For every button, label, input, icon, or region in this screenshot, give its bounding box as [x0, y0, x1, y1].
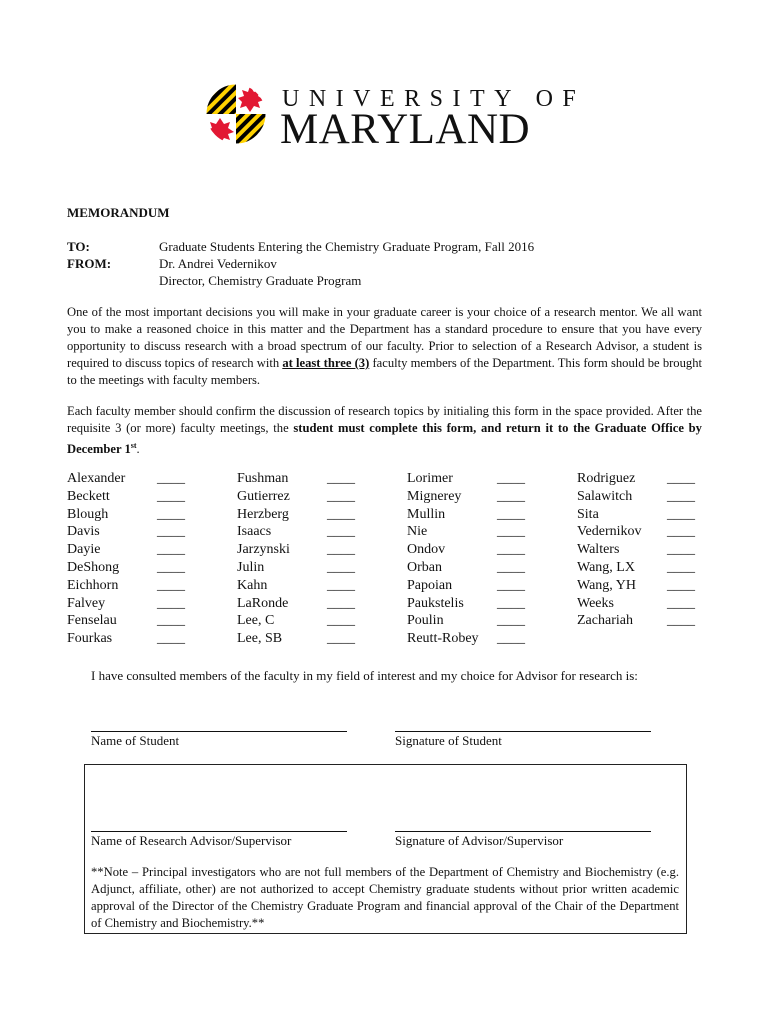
from-name: Dr. Andrei Vedernikov	[159, 256, 277, 271]
intro-emphasis: at least three (3)	[282, 356, 370, 370]
initial-blank[interactable]: ____	[327, 542, 355, 558]
faculty-row	[407, 470, 525, 488]
logo-text-maryland: MARYLAND	[280, 106, 531, 153]
faculty-name: Salawitch	[577, 488, 633, 504]
faculty-name: Isaacs	[237, 524, 272, 540]
initial-blank[interactable]: ____	[497, 524, 525, 540]
faculty-name: Fenselau	[67, 613, 117, 629]
faculty-name: Lee, C	[237, 613, 275, 629]
initial-blank[interactable]: ____	[157, 542, 185, 558]
faculty-name: Fushman	[237, 471, 289, 486]
faculty-name: Alexander	[67, 471, 126, 486]
faculty-row	[407, 595, 525, 613]
faculty-name: Vedernikov	[577, 524, 642, 540]
faculty-name: Fourkas	[67, 631, 113, 647]
faculty-row	[237, 577, 355, 595]
faculty-name: Lorimer	[407, 471, 453, 486]
initial-blank[interactable]: ____	[497, 542, 525, 558]
faculty-row	[407, 559, 525, 577]
student-signature-label: Signature of Student	[395, 733, 502, 748]
initial-blank[interactable]: ____	[497, 631, 525, 647]
faculty-row	[67, 595, 185, 613]
initial-blank[interactable]: ____	[667, 506, 695, 522]
to-label: TO:	[67, 239, 90, 254]
initial-blank[interactable]: ____	[497, 577, 525, 593]
instructions-text-start: Each faculty member should confirm the discussion of research topics by initialing this form in the space provided. After the requisite 3 (or more) faculty meetings, the	[67, 404, 702, 435]
faculty-row	[237, 630, 355, 648]
faculty-name: Mullin	[407, 506, 446, 522]
maryland-globe-logo-icon	[204, 82, 268, 146]
faculty-row	[67, 523, 185, 541]
initial-blank[interactable]: ____	[157, 471, 185, 486]
faculty-name: Blough	[67, 506, 109, 522]
faculty-column	[577, 470, 695, 630]
advisor-signature-label: Signature of Advisor/Supervisor	[395, 833, 564, 848]
initial-blank[interactable]: ____	[667, 542, 695, 558]
faculty-row	[577, 523, 695, 541]
faculty-row	[577, 506, 695, 524]
initial-blank[interactable]: ____	[327, 488, 355, 504]
advisor-name-label: Name of Research Advisor/Supervisor	[91, 833, 292, 848]
faculty-row	[67, 488, 185, 506]
initial-blank[interactable]: ____	[327, 631, 355, 647]
faculty-name: Nie	[407, 524, 428, 540]
faculty-row	[577, 577, 695, 595]
faculty-name: Jarzynski	[237, 542, 290, 558]
initial-blank[interactable]: ____	[667, 524, 695, 540]
faculty-name: Falvey	[67, 595, 106, 611]
instructions-paragraph	[67, 403, 702, 458]
faculty-name: Orban	[407, 559, 442, 575]
initial-blank[interactable]: ____	[497, 488, 525, 504]
initial-blank[interactable]: ____	[327, 471, 355, 486]
faculty-name: Davis	[67, 524, 100, 540]
initial-blank[interactable]: ____	[497, 613, 525, 629]
faculty-row	[407, 541, 525, 559]
initial-blank[interactable]: ____	[667, 559, 695, 575]
university-logo	[204, 82, 586, 153]
faculty-row	[237, 559, 355, 577]
initial-blank[interactable]: ____	[327, 559, 355, 575]
initial-blank[interactable]: ____	[497, 506, 525, 522]
student-name-label: Name of Student	[91, 733, 180, 748]
initial-blank[interactable]: ____	[497, 471, 525, 486]
faculty-row	[67, 577, 185, 595]
faculty-row	[67, 470, 185, 488]
faculty-row	[67, 559, 185, 577]
faculty-row	[577, 470, 695, 488]
instructions-bold: student must complete this form, and return it to the Graduate Office by December 1	[67, 421, 702, 457]
faculty-row	[407, 523, 525, 541]
faculty-name: Poulin	[407, 613, 444, 629]
student-signature-line[interactable]	[395, 731, 651, 732]
advisor-signature-line[interactable]	[395, 831, 651, 832]
initial-blank[interactable]: ____	[327, 506, 355, 522]
faculty-row	[237, 506, 355, 524]
instructions-superscript: st	[130, 441, 137, 450]
faculty-name: Paukstelis	[407, 595, 464, 611]
faculty-name: Dayie	[67, 542, 101, 558]
faculty-row	[407, 488, 525, 506]
faculty-row	[407, 506, 525, 524]
faculty-row	[237, 612, 355, 630]
initial-blank[interactable]: ____	[157, 595, 185, 611]
initial-blank[interactable]: ____	[667, 613, 695, 629]
faculty-row	[237, 470, 355, 488]
initial-blank[interactable]: ____	[157, 577, 185, 593]
faculty-name: DeShong	[67, 559, 120, 575]
faculty-name: Mignerey	[407, 488, 462, 504]
initial-blank[interactable]: ____	[667, 595, 695, 611]
initial-blank[interactable]: ____	[667, 471, 695, 486]
faculty-row	[577, 541, 695, 559]
memo-heading: MEMORANDUM	[67, 205, 170, 220]
faculty-column	[237, 470, 355, 648]
initial-blank[interactable]: ____	[497, 595, 525, 611]
faculty-column	[67, 470, 185, 648]
faculty-name: Ondov	[407, 542, 446, 558]
faculty-row	[67, 541, 185, 559]
initial-blank[interactable]: ____	[497, 559, 525, 575]
faculty-name: Beckett	[67, 488, 110, 504]
faculty-row	[407, 612, 525, 630]
student-name-line[interactable]	[91, 731, 347, 732]
from-title: Director, Chemistry Graduate Program	[159, 273, 362, 288]
faculty-name: Gutierrez	[237, 488, 290, 504]
faculty-row	[577, 559, 695, 577]
faculty-row	[577, 488, 695, 506]
initial-blank[interactable]: ____	[157, 631, 185, 647]
faculty-row	[237, 541, 355, 559]
instructions-text-end: .	[136, 442, 140, 457]
initial-blank[interactable]: ____	[327, 595, 355, 611]
faculty-row	[237, 523, 355, 541]
faculty-name: Lee, SB	[237, 631, 283, 647]
initial-blank[interactable]: ____	[667, 577, 695, 593]
faculty-name: Rodriguez	[577, 471, 636, 486]
consult-statement: I have consulted members of the faculty in my field of interest and my choice for Advisor for research is:	[91, 668, 638, 683]
faculty-name: Wang, LX	[577, 559, 635, 575]
advisor-name-line[interactable]	[91, 831, 347, 832]
faculty-column	[407, 470, 525, 648]
faculty-name: Eichhorn	[67, 577, 119, 593]
faculty-row	[67, 612, 185, 630]
faculty-row	[237, 595, 355, 613]
intro-paragraph	[67, 304, 702, 389]
initial-blank[interactable]: ____	[667, 488, 695, 504]
from-label: FROM:	[67, 256, 112, 271]
note-text: **Note – Principal investigators who are not full members of the Department of Chemistry and Biochemistry (e.g. Adjunct, affiliate, other) are not authorized to accept Chemistry graduate students without prior written academic approval of the Director of the Chemistry Graduate Program and financial approval of the Chair of the Department of Chemistry and Biochemistry.**	[91, 865, 679, 930]
faculty-name: Reutt-Robey	[407, 631, 479, 647]
faculty-row	[577, 612, 695, 630]
initial-blank[interactable]: ____	[327, 577, 355, 593]
logo-text-university-of: UNIVERSITY OF	[282, 86, 586, 112]
initial-blank[interactable]: ____	[327, 613, 355, 629]
faculty-name: Zachariah	[577, 613, 633, 629]
faculty-row	[407, 630, 525, 648]
faculty-name: Papoian	[407, 577, 453, 593]
faculty-row	[577, 595, 695, 613]
faculty-name: Herzberg	[237, 506, 289, 522]
initial-blank[interactable]: ____	[157, 524, 185, 540]
faculty-name: Sita	[577, 506, 599, 522]
intro-text-end: faculty members of the Department. This form should be brought to the meetings with faculty members.	[67, 356, 702, 387]
faculty-row	[67, 630, 185, 648]
initial-blank[interactable]: ____	[157, 488, 185, 504]
faculty-row	[407, 577, 525, 595]
initial-blank[interactable]: ____	[157, 613, 185, 629]
faculty-name: Wang, YH	[577, 577, 637, 593]
faculty-name: Weeks	[577, 595, 614, 611]
faculty-name: LaRonde	[237, 595, 289, 611]
faculty-name: Walters	[577, 542, 620, 558]
initial-blank[interactable]: ____	[327, 524, 355, 540]
faculty-name: Julin	[237, 559, 265, 575]
initial-blank[interactable]: ____	[157, 506, 185, 522]
faculty-name: Kahn	[237, 577, 268, 593]
intro-text-start: One of the most important decisions you will make in your graduate career is your choice of a research mentor. We all want you to make a reasoned choice in this matter and the Department has a standard procedure to ensure that you have every opportunity to discuss research with a broad spectrum of our faculty. Prior to selection of a Research Advisor, a student is required to discuss topics of research with	[67, 305, 702, 370]
initial-blank[interactable]: ____	[157, 559, 185, 575]
faculty-row	[67, 506, 185, 524]
faculty-row	[237, 488, 355, 506]
to-value: Graduate Students Entering the Chemistry Graduate Program, Fall 2016	[159, 239, 535, 254]
